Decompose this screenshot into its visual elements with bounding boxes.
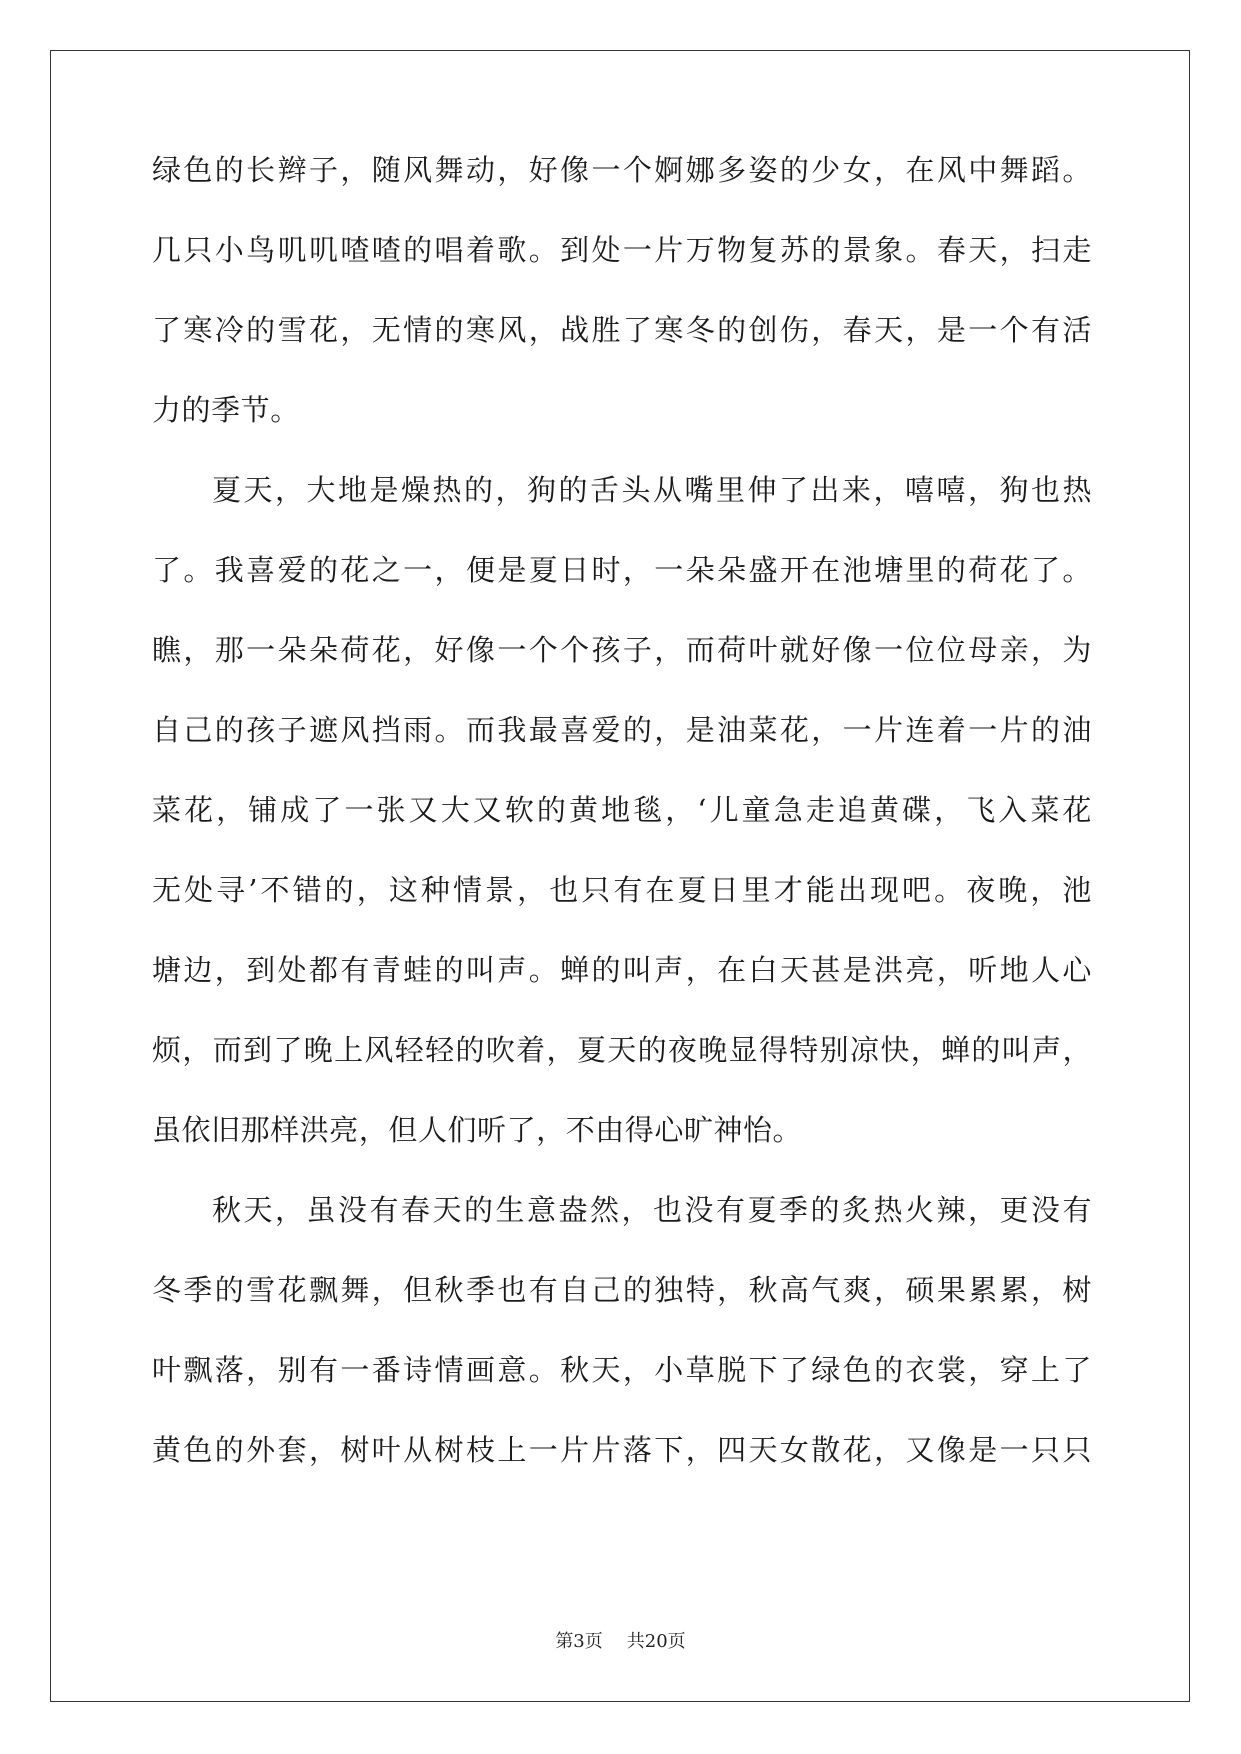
text-line: 自己的孩子遮风挡雨。而我最喜爱的，是油菜花，一片连着一片的油 [152, 713, 1092, 747]
text-line: 冬季的雪花飘舞，但秋季也有自己的独特，秋高气爽，硕果累累，树 [152, 1273, 1092, 1307]
text-line: 绿色的长辫子，随风舞动，好像一个婀娜多姿的少女，在风中舞蹈。 [152, 153, 1092, 187]
text-line: 黄色的外套，树叶从树枝上一片片落下，四天女散花，又像是一只只 [152, 1433, 1092, 1467]
text-line: 力的季节。 [152, 393, 300, 427]
text-line: 叶飘落，别有一番诗情画意。秋天，小草脱下了绿色的衣裳，穿上了 [152, 1353, 1092, 1387]
text-line: 塘边，到处都有青蛙的叫声。蝉的叫声，在白天甚是洪亮，听地人心 [152, 953, 1092, 987]
paragraph-start-line: 秋天，虽没有春天的生意盎然，也没有夏季的炙热火辣，更没有 [212, 1193, 1092, 1227]
text-line: 了。我喜爱的花之一，便是夏日时，一朵朵盛开在池塘里的荷花了。 [152, 553, 1092, 587]
text-line: 几只小鸟叽叽喳喳的唱着歌。到处一片万物复苏的景象。春天，扫走 [152, 233, 1092, 267]
paragraph-start-line: 夏天，大地是燥热的，狗的舌头从嘴里伸了出来，嘻嘻，狗也热 [212, 473, 1092, 507]
page-footer [0, 1630, 1241, 1654]
text-line: 烦，而到了晚上风轻轻的吹着，夏天的夜晚显得特别凉快，蝉的叫声， [152, 1033, 1092, 1067]
text-line: 瞧，那一朵朵荷花，好像一个个孩子，而荷叶就好像一位位母亲，为 [152, 633, 1092, 667]
page-number: 第3页 [555, 1631, 603, 1652]
text-line: 了寒冷的雪花，无情的寒风，战胜了寒冬的创伤，春天，是一个有活 [152, 313, 1092, 347]
text-line: 虽依旧那样洪亮，但人们听了，不由得心旷神怡。 [152, 1113, 803, 1147]
text-line: 菜花，铺成了一张又大又软的黄地毯，‘儿童急走追黄碟，飞入菜花 [152, 793, 1092, 827]
page-total: 共20页 [626, 1631, 686, 1652]
text-line: 无处寻’不错的，这种情景，也只有在夏日里才能出现吧。夜晚，池 [152, 873, 1092, 907]
